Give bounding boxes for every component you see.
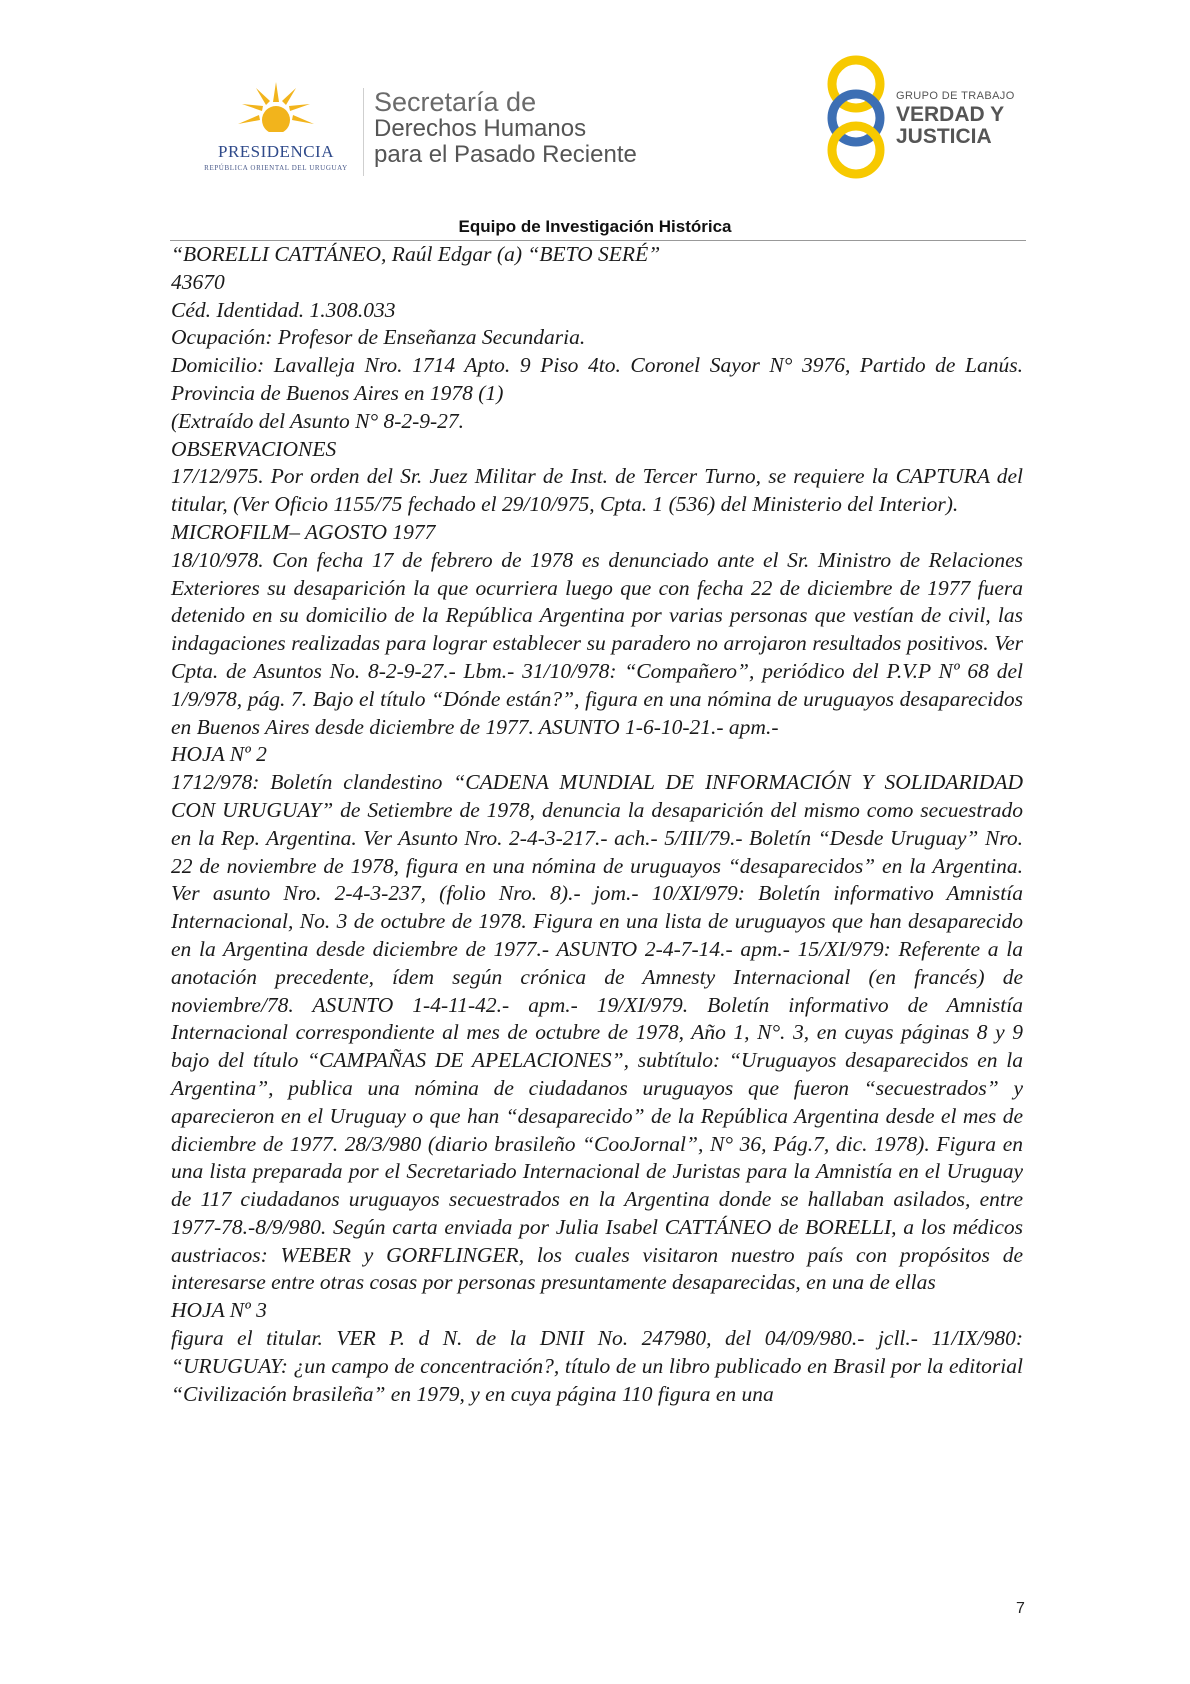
logo-divider [363, 88, 364, 176]
presidencia-title: PRESIDENCIA [217, 142, 334, 161]
observations-heading: OBSERVACIONES [171, 436, 337, 461]
sun-icon [236, 80, 316, 140]
microfilm-heading: MICROFILM– AGOSTO 1977 [171, 519, 436, 544]
observation-paragraph: 18/10/978. Con fecha 17 de febrero de 1978 es denunciado ante el Sr. Ministro de Relaciones Exteriores su desaparición la que ocurriera luego que con fecha 22 de diciembre de 1977 fuera detenido en su domicilio de la República Argentina por varias personas que vestían de civil, las indagaciones realizadas para lograr establecer su paradero no arrojaron resultados positivos. Ver Cpta. de Asuntos No. 8-2-9-27.- Lbm.- 31/10/978: “Compañero”, periódico del P.V.P Nº 68 del 1/9/978, pág. 7. Bajo el título “Dónde están?”, figura en una nómina de uruguayos desaparecidos en Buenos Aires desde diciembre de 1977. ASUNTO 1-6-10-21.- apm.- [171, 547, 1023, 739]
record-source: (Extraído del Asunto N° 8-2-9-27. [171, 408, 465, 433]
verdad-justicia-logo [820, 52, 1040, 182]
justicia-label: JUSTICIA [896, 125, 992, 148]
observation-paragraph: 1712/978: Boletín clandestino “CADENA MUNDIAL DE INFORMACIÓN Y SOLIDARIDAD CON URUGUAY” de Setiembre de 1978, denuncia la desaparición del mismo como secuestrado en la Rep. Argentina. Ver Asunto Nro. 2-4-3-217.- ach.- 5/III/79.- Boletín “Desde Uruguay” Nro. 22 de noviembre de 1978, figura en una nómina de uruguayos “desaparecidos” en la Argentina. Ver asunto Nro. 2-4-3-237, (folio Nro. 8).- jom.- 10/XI/979: Boletín informativo Amnistía Internacional, No. 3 de octubre de 1978. Figura en una lista de uruguayos que han desaparecido en la Argentina desde diciembre de 1977.- ASUNTO 2-4-7-14.- apm.- 15/XI/979: Referente a la anotación precedente, ídem según crónica de Amnesty Internacional (en francés) de noviembre/78. ASUNTO 1-4-11-42.- apm.- 19/XI/979. Boletín informativo de Amnistía Internacional correspondiente al mes de octubre de 1978, Año 1, N°. 3, en cuyas páginas 8 y 9 bajo del título “CAMPAÑAS DE APELACIONES”, subtítulo: “Uruguayos desaparecidos en la Argentina”, publica una nómina de ciudadanos uruguayos que fueron “secuestrados” y aparecieron en el Uruguay o que han “desaparecido” de la República Argentina desde el mes de diciembre de 1977. 28/3/980 (diario brasileño “CooJornal”, N° 36, Pág.7, dic. 1978). Figura en una lista preparada por el Secretariado Internacional de Juristas para la Amnistía en el Uruguay de 117 ciudadanos uruguayos secuestrados en la Argentina donde se hallaban asilados, entre 1977-78.-8/9/980. Según carta enviada por Julia Isabel CATTÁNEO de BORELLI, a los médicos austriacos: WEBER y GORFLINGER, los cuales visitaron nuestro país con propósitos de interesarse entre otras cosas por personas presuntamente desaparecidas, en una de ellas [171, 770, 1023, 1295]
page-header [0, 0, 1190, 200]
presidencia-subtitle: REPÚBLICA ORIENTAL DEL URUGUAY [204, 164, 348, 172]
document-body [171, 241, 1023, 1408]
rings-icon [820, 52, 896, 182]
presidencia-logo [196, 80, 356, 180]
secretaria-line-1: Secretaría de [374, 87, 537, 117]
record-number: 43670 [171, 269, 225, 294]
grupo-label: GRUPO DE TRABAJO [896, 90, 1015, 102]
observation-paragraph: figura el titular. VER P. d N. de la DNII No. 247980, del 04/09/980.- jcll.- 11/IX/980: “URUGUAY: ¿un campo de concentración?, título de un libro publicado en Brasil por la editorial “Civilización brasileña” en 1979, y en cuya página 110 figura en una [171, 1326, 1023, 1406]
team-title: Equipo de Investigación Histórica [458, 217, 732, 236]
record-address: Domicilio: Lavalleja Nro. 1714 Apto. 9 Piso 4to. Coronel Sayor N° 3976, Partido de Lanús. Provincia de Buenos Aires en 1978 (1) [171, 353, 1023, 405]
record-id: Céd. Identidad. 1.308.033 [171, 297, 396, 322]
secretaria-line-2: Derechos Humanos [374, 115, 587, 142]
observation-paragraph: 17/12/975. Por orden del Sr. Juez Militar de Inst. de Tercer Turno, se requiere la CAPTURA del titular, (Ver Oficio 1155/75 fechado el 29/10/975, Cpta. 1 (536) del Ministerio del Interior). [171, 464, 1023, 517]
sheet-heading: HOJA Nº 2 [171, 742, 267, 767]
sheet-heading: HOJA Nº 3 [171, 1298, 267, 1323]
verdad-label: VERDAD Y [896, 103, 1005, 126]
secretaria-logo-text [374, 88, 637, 168]
page-number: 7 [1016, 1600, 1025, 1617]
record-name: “BORELLI CATTÁNEO, Raúl Edgar (a) “BETO SERÉ” [171, 242, 661, 266]
record-occupation: Ocupación: Profesor de Enseñanza Secundaria. [171, 325, 586, 350]
secretaria-line-3: para el Pasado Reciente [374, 141, 637, 168]
